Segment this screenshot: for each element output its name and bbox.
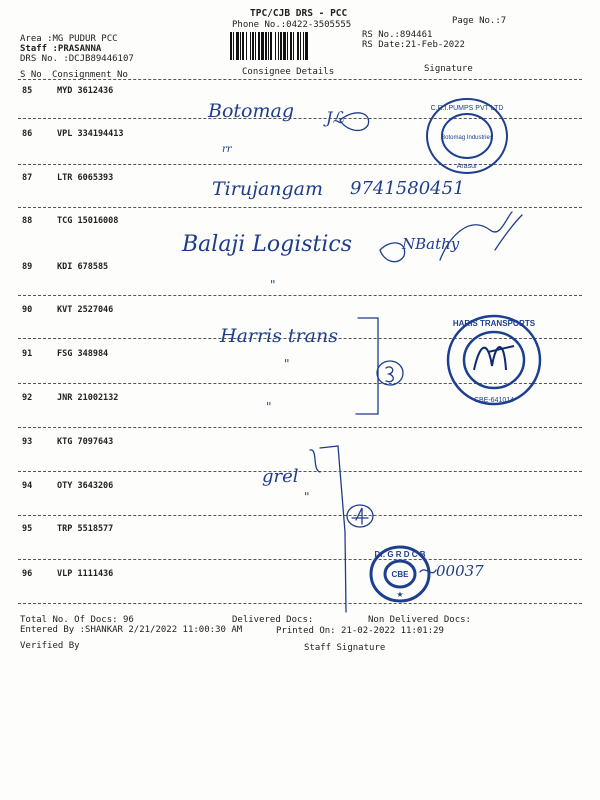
- row-consignment: VPL 334194413: [57, 129, 124, 139]
- row-consignment: TCG 15016008: [57, 216, 119, 226]
- delivered-docs: Delivered Docs:: [232, 615, 314, 625]
- handwritten-consignee: Harris trans: [220, 325, 338, 347]
- phone-number: Phone No.:0422-3505555: [232, 20, 352, 30]
- row-sno: 92: [22, 393, 33, 403]
- row-sno: 86: [22, 129, 33, 139]
- row-sno: 88: [22, 216, 33, 226]
- row-sno: 93: [22, 437, 33, 447]
- row-sno: 89: [22, 262, 33, 272]
- col-header-sno: S No: [20, 70, 42, 80]
- stamp-text: HARIS TRANSPORTS: [452, 319, 536, 328]
- entered-by: Entered By :SHANKAR 2/21/2022 11:00:30 AM: [20, 625, 243, 635]
- col-header-consignee: Consignee Details: [242, 67, 335, 77]
- handwritten-consignee: grel: [262, 466, 299, 487]
- stamp-text: Dr. G R D C B: [374, 550, 426, 559]
- stamp-text: CBE-641014: [473, 397, 515, 404]
- handwritten-signature: NBathy: [402, 235, 460, 253]
- document-title: TPC/CJB DRS - PCC: [250, 8, 348, 19]
- page-number: Page No.:7: [452, 16, 507, 26]
- col-header-consignment: Consignment No: [52, 70, 128, 80]
- row-consignment: VLP 1111436: [57, 569, 114, 579]
- handwritten-ditto: ": [266, 400, 272, 414]
- total-docs: Total No. Of Docs: 96: [20, 615, 134, 625]
- row-sno: 91: [22, 349, 33, 359]
- stamp-text: Botomag Industries: [441, 135, 493, 141]
- area-label: Area :MG PUDUR PCC: [20, 34, 118, 44]
- rs-number: RS No.:894461: [362, 30, 433, 40]
- handwritten-number: 00037: [436, 562, 484, 580]
- row-consignment: TRP 5518577: [57, 524, 114, 534]
- row-consignment: JNR 21002132: [57, 393, 119, 403]
- company-stamp-grd: [368, 544, 432, 604]
- row-consignment: LTR 6065393: [57, 173, 114, 183]
- row-consignment: OTY 3643206: [57, 481, 114, 491]
- stamp-text: CBE: [391, 570, 409, 579]
- handwritten-consignee: Botomag: [208, 100, 294, 122]
- handwritten-phone: 9741580451: [350, 178, 465, 199]
- handwritten-ditto: ": [270, 278, 276, 292]
- company-stamp-cri: [424, 96, 510, 176]
- company-stamp-haris: [444, 312, 544, 408]
- row-sno: 94: [22, 481, 33, 491]
- staff-signature: Staff Signature: [304, 643, 386, 653]
- handwritten-consignee: Balaji Logistics: [182, 232, 353, 257]
- handwritten-initials: Jℒ: [326, 108, 344, 127]
- handwritten-ditto: ": [284, 357, 290, 371]
- rs-date: RS Date:21-Feb-2022: [362, 40, 465, 50]
- row-consignment: MYD 3612436: [57, 86, 114, 96]
- row-consignment: KVT 2527046: [57, 305, 114, 315]
- row-sno: 95: [22, 524, 33, 534]
- drs-number: DRS No. :DCJB89446107: [20, 54, 134, 64]
- col-header-signature: Signature: [424, 64, 473, 74]
- verified-by: Verified By: [20, 641, 80, 651]
- row-sno: 85: [22, 86, 33, 96]
- row-sno: 87: [22, 173, 33, 183]
- stamp-text: C.R.I.PUMPS PVT LTD: [430, 105, 504, 112]
- stamp-text: Arasur: [456, 163, 478, 170]
- row-consignment: FSG 348984: [57, 349, 109, 359]
- row-sno: 90: [22, 305, 33, 315]
- staff-label: Staff :PRASANNA: [20, 44, 102, 54]
- handwritten-ditto: rr: [222, 144, 232, 155]
- row-consignment: KDI 678585: [57, 262, 109, 272]
- non-delivered-docs: Non Delivered Docs:: [368, 615, 471, 625]
- row-sno: 96: [22, 569, 33, 579]
- row-consignment: KTG 7097643: [57, 437, 114, 447]
- printed-on: Printed On: 21-02-2022 11:01:29: [276, 626, 444, 636]
- handwritten-ditto: ": [304, 490, 310, 504]
- svg-text:★: ★: [396, 590, 404, 599]
- handwritten-consignee: Tirujangam: [212, 178, 324, 200]
